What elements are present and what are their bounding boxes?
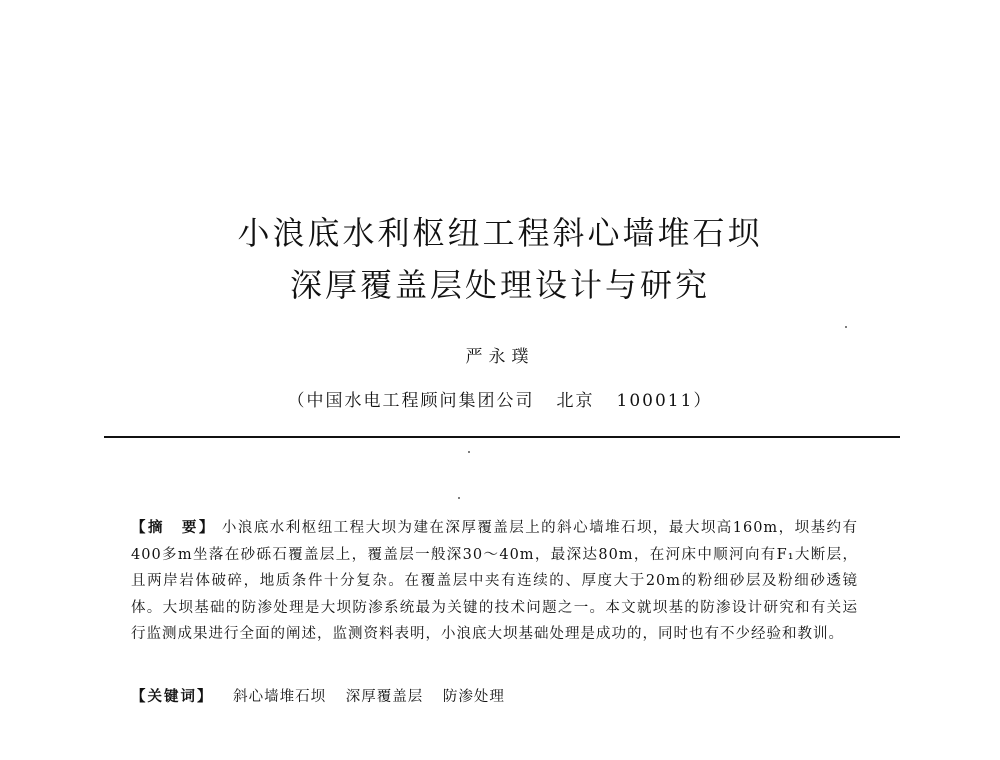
keywords-line (131, 685, 858, 706)
affiliation-postcode: 100011 (616, 391, 694, 411)
scan-speck (468, 451, 470, 453)
header-divider (104, 436, 900, 438)
affiliation-open-paren: （ (287, 391, 307, 411)
affiliation-city: 北京 (556, 391, 595, 411)
keyword-item: 斜心墙堆石坝 (233, 689, 327, 705)
abstract-label: 【摘 要】 (131, 520, 216, 536)
keyword-item: 深厚覆盖层 (345, 689, 424, 705)
author-affiliation (0, 386, 1000, 411)
paper-title-line-1: 小浪底水利枢纽工程斜心墙堆石坝 (237, 214, 763, 252)
scan-speck (845, 326, 847, 328)
affiliation-organization: 中国水电工程顾问集团公司 (306, 391, 535, 411)
affiliation-close-paren: ） (693, 391, 713, 411)
keyword-item: 防渗处理 (442, 689, 505, 705)
abstract-text: 小浪底水利枢纽工程大坝为建在深厚覆盖层上的斜心墙堆石坝，最大坝高160m，坝基约有400多m坐落在砂砾石覆盖层上，覆盖层一般深30～40m，最深达80m，在河床中顺河向有F₁大断层，且两岸岩体破碎，地质条件十分复杂。在覆盖层中夹有连续的、厚度大于20m的粉细砂层及粉细砂透镜体。大坝基础的防渗处理是大坝防渗系统最为关键的技术问题之一。本文就坝基的防渗设计研究和有关运行监测成果进行全面的阐述，监测资料表明，小浪底大坝基础处理是成功的，同时也有不少经验和教训。 (131, 520, 858, 642)
paper-title-line-2: 深厚覆盖层处理设计与研究 (289, 266, 710, 304)
keywords-label: 【关键词】 (131, 689, 214, 705)
abstract-paragraph (131, 515, 858, 648)
scan-speck (458, 497, 460, 499)
author-name: 严永璞 (465, 347, 535, 367)
